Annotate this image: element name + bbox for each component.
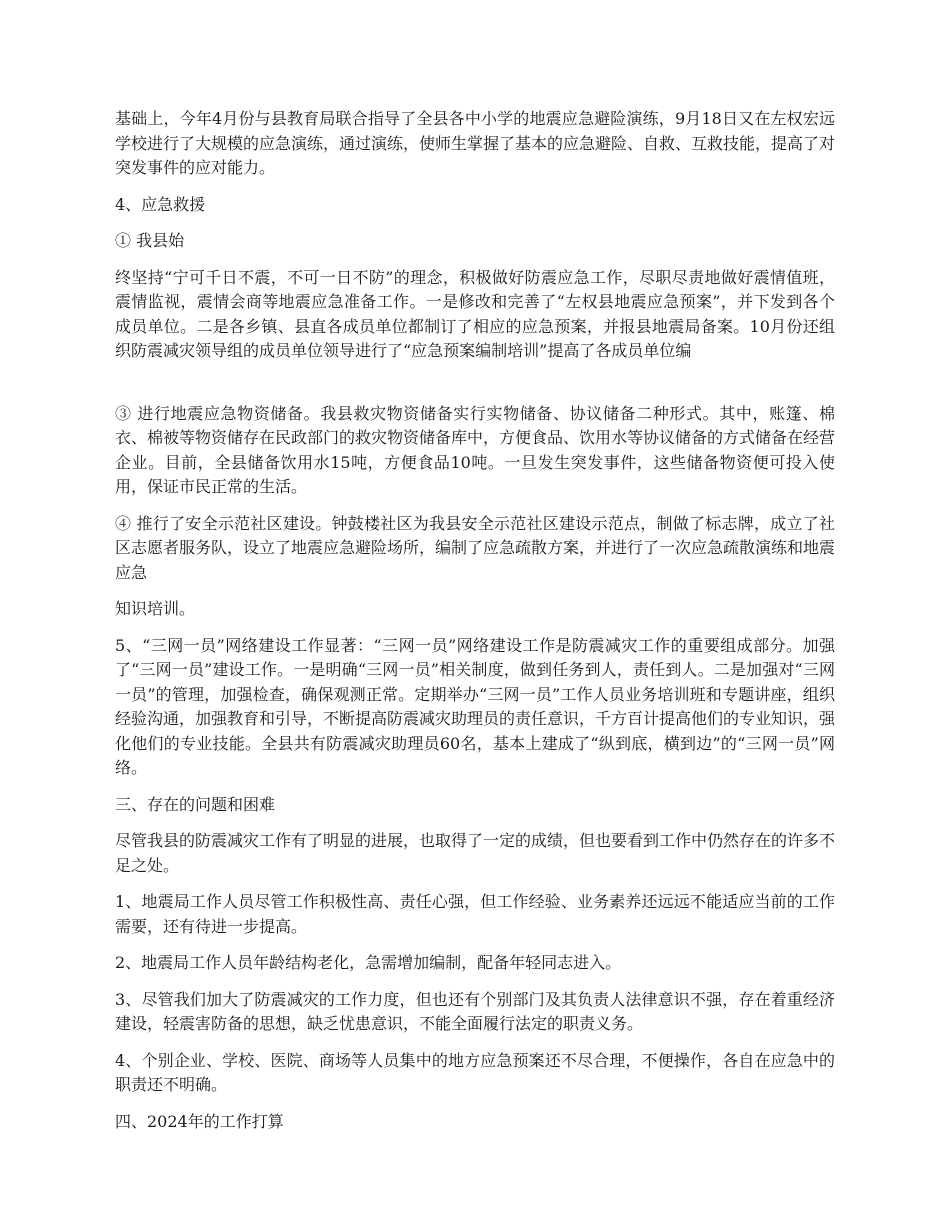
heading-problems: 三、存在的问题和困难 [115,794,276,814]
paragraph-emergency-preparedness: 终坚持“宁可千日不震，不可一日不防”的理念，积极做好防震应急工作，尽职尽责地做好震情值班，震情监视，震情会商等地震应急准备工作。一是修改和完善了“左权县地震应急预案”，并下发到各个成员单位。二是各乡镇、县直各成员单位都制订了相应的应急预案，并报县地震局备案。10月份还组织防震减灾领导组的成员单位领导进行了“应急预案编制培训”提高了各成员单位编 [115,267,835,360]
heading-emergency-rescue: 4、应急救援 [115,194,206,214]
paragraph-problems-intro: 尽管我县的防震减灾工作有了明显的进展，也取得了一定的成绩，但也要看到工作中仍然存在的许多不足之处。 [115,831,836,875]
paragraph-network-building: 5、“三网一员”网络建设工作显著：“三网一员”网络建设工作是防震减灾工作的重要组成部分。加强了“三网一员”建设工作。一是明确“三网一员”相关制度，做到任务到人，责任到人。二是加强对“三网一员”的管理，加强检查，确保观测正常。定期举办“三网一员”工作人员业务培训班和专题讲座，组织经验沟通，加强教育和引导，不断提高防震减灾助理员的责任意识，千方百计提高他们的专业知识，强化他们的专业技能。全县共有防震减灾助理员60名，基本上建成了“纵到底，横到边”的“三网一员”网络。 [115,635,836,777]
paragraph-problem-4: 4、个别企业、学校、医院、商场等人员集中的地方应急预案还不尽合理，不便操作，各自在应急中的职责还不明确。 [115,1050,835,1094]
paragraph-problem-1: 1、地震局工作人员尽管工作积极性高、责任心强，但工作经验、业务素养还远远不能适应当前的工作需要，还有待进一步提高。 [115,892,835,936]
paragraph-problem-2: 2、地震局工作人员年龄结构老化，急需增加编制，配备年轻同志进入。 [115,953,622,972]
heading-2024-plan: 四、2024年的工作打算 [115,1111,284,1131]
document-body [115,107,835,1146]
paragraph-item-3-supplies: ③ 进行地震应急物资储备。我县救灾物资储备实行实物储备、协议储备二种形式。其中，账篷、棉衣、棉被等物资储存在民政部门的救灾物资储备库中，方便食品、饮用水等协议储备的方式储备在经营企业。目前，全县储备饮用水15吨，方便食品10吨。一旦发生突发事件，这些储备物资便可投入使用，保证市民正常的生活。 [115,403,836,496]
paragraph-problem-3: 3、尽管我们加大了防震减灾的工作力度，但也还有个别部门及其负责人法律意识不强，存在着重经济建设，轻震害防备的思想，缺乏忧患意识，不能全面履行法定的职责义务。 [115,989,835,1033]
paragraph-knowledge-training: 知识培训。 [115,599,196,618]
paragraph-drill-summary: 基础上，今年4月份与县教育局联合指导了全县各中小学的地震应急避险演练，9月18日又在左权宏远学校进行了大规模的应急演练，通过演练，使师生掌握了基本的应急避险、自救、互救技能，提高了对突发事件的应对能力。 [115,109,836,177]
paragraph-item-1-start: ① 我县始 [115,231,185,250]
paragraph-item-4-community: ④ 推行了安全示范社区建设。钟鼓楼社区为我县安全示范社区建设示范点，制做了标志牌，成立了社区志愿者服务队，设立了地震应急避险场所，编制了应急疏散方案，并进行了一次应急疏散演练和地震应急 [115,513,836,582]
